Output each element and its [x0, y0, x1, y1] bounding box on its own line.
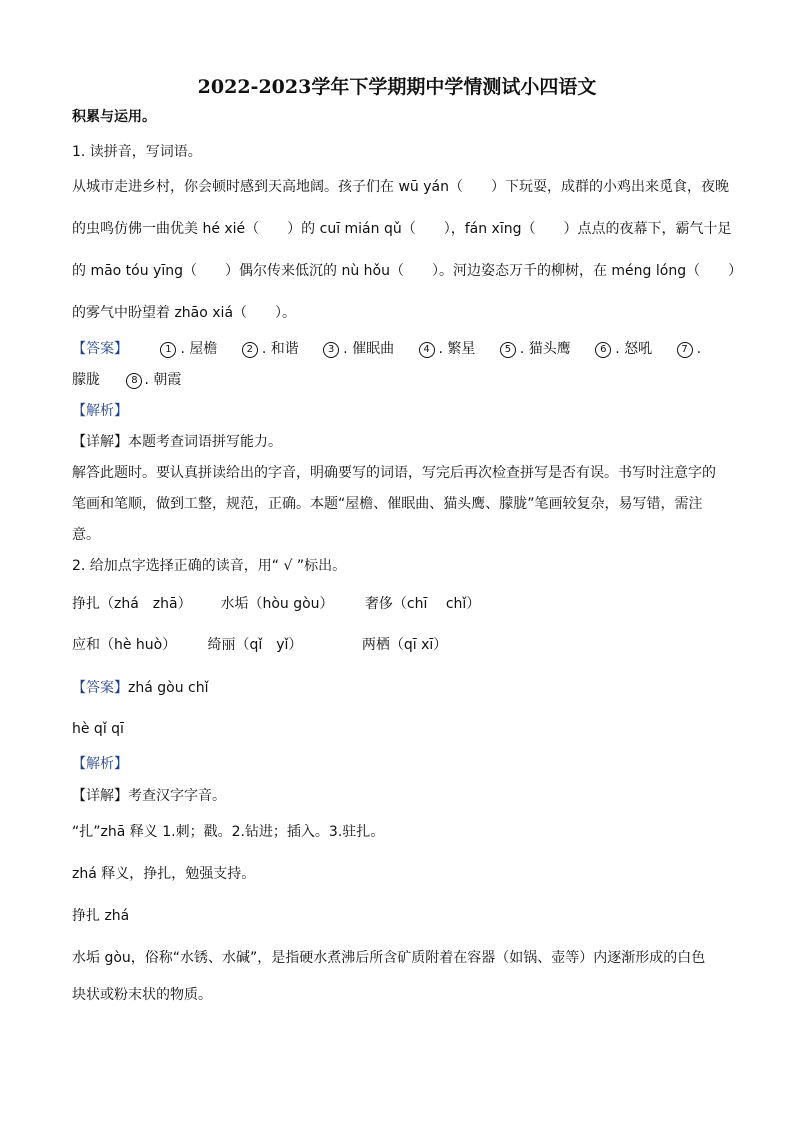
section-heading: 积累与运用。 [72, 109, 156, 125]
answer-item: 4 . 繁星 [419, 340, 476, 358]
answer-item: 5 . 猫头鹰 [500, 340, 571, 358]
answer-item: 朦胧 [72, 372, 100, 388]
pinyin-row-1 [72, 595, 480, 613]
document-title: 2022-2023学年下学期期中学情测试小四语文 [197, 76, 597, 98]
note-line-1: “扎”zhā 释义 1.刺；戳。2.钻进；插入。3.驻扎。 [72, 824, 385, 840]
explanation-line-1: 解答此题时。要认真拼读给出的字音，明确要写的词语，写完后再次检查拼写是否有误。书写时注意字的 [72, 465, 716, 481]
answer-item: 2 . 和谐 [242, 340, 299, 358]
pinyin-item: 奢侈（chī chǐ） [364, 596, 481, 612]
answer-row-2 [72, 371, 201, 389]
note-line-2: zhá 释义，挣扎，勉强支持。 [72, 866, 256, 882]
passage-line-2: 的虫鸣仿佛一曲优美 hé xié（ ）的 cuī mián qǔ（ ），fán xīng（ ）点点的夜幕下，霸气十足 [72, 221, 732, 237]
analysis-label-1: 【解析】 [72, 403, 128, 419]
pinyin-item: 水垢（hòu gòu） [220, 596, 334, 612]
analysis-label-2: 【解析】 [72, 756, 128, 772]
note-line-4: 水垢 gòu，俗称“水锈、水碱”，是指硬水煮沸后所含矿质附着在容器（如锅、壶等）内逐渐形成的白色 [72, 950, 706, 966]
passage-line-3: 的 māo tóu yīng（ ）偶尔传来低沉的 nù hǒu（ ）。河边姿态万千的柳树，在 méng lóng（ ） [72, 263, 743, 279]
pinyin-item: 挣扎（zhá zhā） [72, 596, 192, 612]
answer-row-q2-second: hè qǐ qī [72, 721, 124, 737]
answer-item: 7 . [677, 340, 701, 358]
answer-item: 3 . 催眠曲 [323, 340, 394, 358]
detail-line-1: 【详解】本题考查词语拼写能力。 [72, 434, 282, 450]
pinyin-item: 应和（hè huò） [72, 637, 177, 653]
explanation-line-2: 笔画和笔顺，做到工整，规范，正确。本题“屋檐、催眠曲、猫头鹰、朦胧”笔画较复杂，易写错，需注 [72, 496, 703, 512]
passage-line-1: 从城市走进乡村，你会顿时感到天高地阔。孩子们在 wū yán（ ）下玩耍，成群的小鸡出来觅食，夜晚 [72, 179, 729, 195]
answer-label: 【答案】 [72, 680, 128, 696]
note-line-3: 挣扎 zhá [72, 908, 130, 924]
pinyin-row-2 [72, 636, 447, 654]
note-line-5: 块状或粉末状的物质。 [72, 987, 212, 1003]
answer-row-q2: 【答案】zhá gòu chǐ [72, 680, 209, 696]
pinyin-item: 两栖（qī xī） [361, 637, 448, 653]
answer-label: 【答案】 [72, 341, 128, 357]
pinyin-item: 绮丽（qǐ yǐ） [207, 637, 303, 653]
passage-line-4: 的雾气中盼望着 zhāo xiá（ ）。 [72, 305, 297, 321]
question-1-prompt: 1. 读拼音，写词语。 [72, 144, 202, 160]
answer-row-1 [72, 340, 701, 358]
detail-line-2: 【详解】考查汉字字音。 [72, 788, 226, 804]
answer-item: 1 . 屋檐 [160, 340, 217, 358]
answer-item: 6 . 怒吼 [595, 340, 652, 358]
explanation-line-3: 意。 [72, 527, 100, 543]
question-2-prompt: 2. 给加点字选择正确的读音，用“ √ ”标出。 [72, 558, 347, 574]
answer-item: 8 . 朝霞 [126, 371, 181, 389]
